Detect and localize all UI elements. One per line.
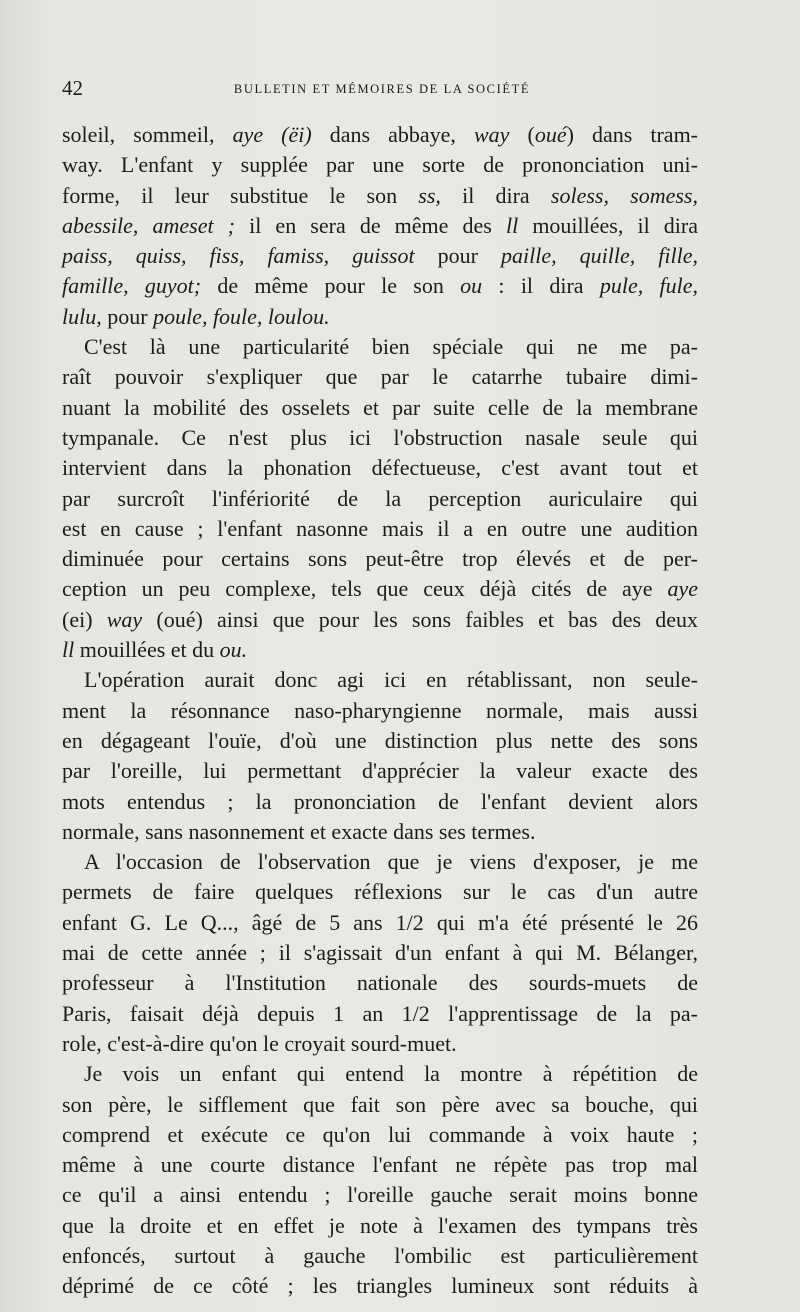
- text-line: [62, 605, 698, 635]
- text-line: [62, 181, 698, 211]
- text-run: en dégageant l'ouïe, d'où une distinction plus nette des sons: [62, 727, 698, 753]
- text-line: [62, 968, 698, 998]
- text-run: nuant la mobilité des osselets et par suite celle de la membrane: [62, 394, 698, 420]
- text-run: de même pour le son: [201, 273, 461, 299]
- text-run: mots entendus ; la prononciation de l'enfant devient alors: [62, 788, 698, 814]
- text-line: [62, 453, 698, 483]
- text-run: soleil, sommeil,: [62, 122, 233, 147]
- body-text: [62, 120, 698, 1302]
- text-run: role, c'est-à-dire qu'on le croyait sourd-muet.: [62, 1030, 457, 1056]
- italic-text: way: [473, 122, 510, 147]
- text-run: (oué) ainsi que pour les sons faibles et bas des deux: [142, 606, 698, 632]
- text-line: [62, 544, 698, 574]
- text-line: [62, 877, 698, 907]
- text-run: déprimé de ce côté ; les triangles lumineux sont réduits à: [62, 1273, 698, 1299]
- text-line: [62, 393, 698, 423]
- text-line: [62, 1120, 698, 1150]
- text-run: ce qu'il a ainsi entendu ; l'oreille gauche serait moins bonne: [62, 1182, 698, 1208]
- text-line: [62, 756, 698, 786]
- text-line: [62, 1211, 698, 1241]
- text-line: [62, 1059, 698, 1089]
- text-line: [62, 574, 698, 604]
- text-run: pour: [101, 303, 154, 329]
- text-run: mouillées, il dira: [518, 212, 698, 238]
- text-line: [62, 514, 698, 544]
- text-run: C'est là une particularité bien spéciale qui ne me pa-: [84, 334, 698, 360]
- text-run: way. L'enfant y supplée par une sorte de prononciation uni-: [62, 152, 698, 178]
- italic-text: poule, foule, loulou.: [153, 303, 330, 329]
- text-line: [62, 817, 698, 847]
- text-run: enfoncés, surtout à gauche l'ombilic est particulièrement: [62, 1242, 698, 1268]
- text-line: [62, 120, 698, 150]
- running-title: BULLETIN ET MÉMOIRES DE LA SOCIÉTÉ: [233, 82, 531, 96]
- text-run: par l'oreille, lui permettant d'apprécier la valeur exacte des: [62, 758, 698, 784]
- text-run: (ei): [62, 606, 107, 632]
- text-run: comprend et exécute ce qu'on lui commande à voix haute ;: [62, 1121, 698, 1147]
- text-run: ception un peu complexe, tels que ceux déjà cités de aye: [62, 576, 668, 602]
- text-run: dans abbaye,: [311, 122, 474, 147]
- text-run: Je vois un enfant qui entend la montre à répétition de: [84, 1061, 698, 1087]
- text-line: [62, 241, 698, 271]
- text-run: intervient dans la phonation défectueuse, c'est avant tout et: [62, 455, 698, 481]
- text-line: [62, 1029, 698, 1059]
- text-run: par surcroît l'infériorité de la perception auriculaire qui: [62, 485, 698, 511]
- text-line: [62, 271, 698, 301]
- page-number: 42: [62, 76, 83, 100]
- text-run: normale, sans nasonnement et exacte dans ses termes.: [62, 818, 536, 844]
- text-run: ) dans tram-: [566, 122, 699, 147]
- text-line: [62, 847, 698, 877]
- italic-text: paiss, quiss, fiss, famiss, guissot: [62, 243, 415, 269]
- text-run: ment la résonnance naso-pharyngienne normale, mais aussi: [62, 697, 698, 723]
- text-line: [62, 726, 698, 756]
- italic-text: paille, quille, fille,: [501, 243, 699, 269]
- text-line: [62, 1090, 698, 1120]
- italic-text: ou.: [219, 637, 248, 663]
- italic-text: aye: [667, 576, 698, 602]
- italic-text: ou: [460, 273, 483, 299]
- text-line: [62, 150, 698, 180]
- running-head: [62, 76, 702, 100]
- text-run: Paris, faisait déjà depuis 1 an 1/2 l'apprentissage de la pa-: [62, 1000, 698, 1026]
- text-run: mouillées et du: [74, 637, 220, 663]
- text-line: [62, 665, 698, 695]
- text-run: son père, le sifflement que fait son père avec sa bouche, qui: [62, 1091, 698, 1117]
- text-line: [62, 1180, 698, 1210]
- italic-text: pule, fule,: [599, 273, 698, 299]
- text-run: (: [509, 122, 535, 147]
- text-line: [62, 635, 698, 665]
- text-line: [62, 938, 698, 968]
- italic-text: aye (ëi): [232, 122, 312, 147]
- text-run: tympanale. Ce n'est plus ici l'obstruction nasale seule qui: [62, 424, 698, 450]
- text-line: [62, 211, 698, 241]
- text-line: [62, 999, 698, 1029]
- text-line: [62, 332, 698, 362]
- italic-text: oué: [534, 122, 567, 147]
- text-run: il dira: [440, 182, 551, 208]
- text-run: A l'occasion de l'observation que je viens d'exposer, je me: [84, 849, 698, 875]
- text-run: que la droite et en effet je note à l'examen des tympans très: [62, 1212, 698, 1238]
- text-line: [62, 423, 698, 453]
- text-line: [62, 787, 698, 817]
- text-run: : il dira: [482, 273, 600, 299]
- text-line: [62, 908, 698, 938]
- text-run: permets de faire quelques réflexions sur le cas d'un autre: [62, 879, 698, 905]
- text-run: forme, il leur substitue le son: [62, 182, 419, 208]
- text-run: enfant G. Le Q..., âgé de 5 ans 1/2 qui m'a été présenté le 26: [62, 909, 698, 935]
- text-line: [62, 1150, 698, 1180]
- text-line: [62, 302, 698, 332]
- text-run: diminuée pour certains sons peut-être trop élevés et de per-: [62, 546, 698, 572]
- italic-text: ss,: [418, 182, 441, 208]
- italic-text: lulu,: [62, 303, 102, 329]
- text-run: mai de cette année ; il s'agissait d'un enfant à qui M. Bélanger,: [62, 940, 698, 966]
- text-run: pour: [414, 243, 501, 269]
- text-run: même à une courte distance l'enfant ne répète pas trop mal: [62, 1152, 698, 1178]
- text-line: [62, 696, 698, 726]
- text-line: [62, 362, 698, 392]
- text-run: est en cause ; l'enfant nasonne mais il a en outre une audition: [62, 515, 698, 541]
- italic-text: ll: [62, 637, 75, 663]
- italic-text: way: [106, 606, 143, 632]
- italic-text: famille, guyot;: [62, 273, 202, 299]
- text-run: raît pouvoir s'expliquer que par le catarrhe tubaire dimi-: [62, 364, 698, 390]
- italic-text: soless, somess,: [550, 182, 698, 208]
- italic-text: abessile, ameset ;: [62, 212, 235, 238]
- text-line: [62, 1241, 698, 1271]
- text-run: il en sera de même des: [235, 212, 506, 238]
- text-line: [62, 484, 698, 514]
- text-run: L'opération aurait donc agi ici en rétablissant, non seule-: [84, 667, 698, 693]
- text-run: professeur à l'Institution nationale des sourds-muets de: [62, 970, 698, 996]
- italic-text: ll: [505, 212, 519, 238]
- text-line: [62, 1271, 698, 1301]
